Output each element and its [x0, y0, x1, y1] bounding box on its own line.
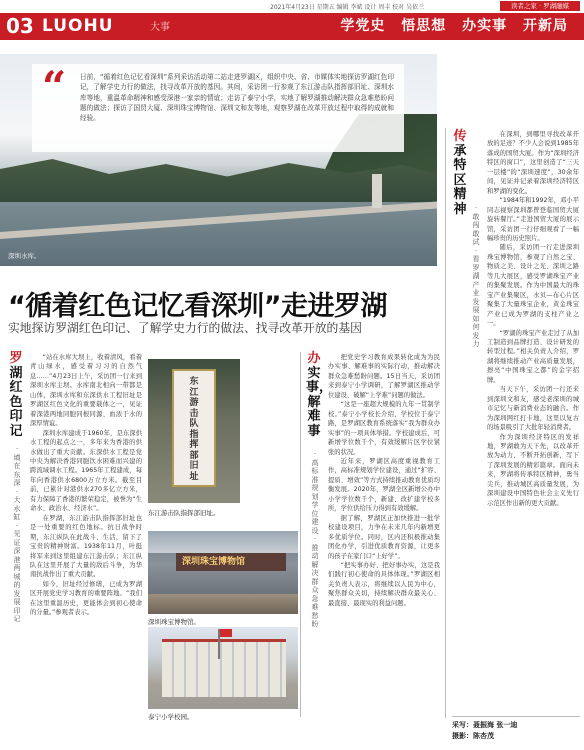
column-reform: 在深圳，到哪里寻找改革开放的足迹？不少人会说到1985年落成的国贸大厦。作为“深圳经济特区的窗口”，这里创造了“三天一层楼”的“深圳速度”，30余年间，见证并记录着深圳经济特区和罗湖的变化。 “1984年和1992年，邓小平同志视察深圳都曾登临国贸大厦旋转餐厅。”走进国贸大厦的展示馆，采访团一行仔细观看了一幅幅珍贵的历史照片。 随后，采访团一行走进深圳珠宝博物馆，参观了自然之宝、物质之美、设计之光、深圳之路等几大展区，感受罗湖珠宝产业的集聚发展。作为中国最大的珠宝产业集聚区，水贝—布心片区聚集了大量珠宝企业，黄金珠宝产业已成为罗湖的支柱产业之一。 “罗湖的珠宝产业走过了从加工制造到品牌打造、设计研发的转型过程。”相关负责人介绍，罗湖将继续推动产业高质量发展，擦亮“中国珠宝之都”的金字招牌。 当天下午，采访团一行还来到深圳文和友，感受老深圳的城市记忆与新消费业态的融合。作为深圳网红打卡地，这里以复古的场景吸引了大批年轻消费者。 作为深圳经济特区的发祥地，罗湖敢为天下先，以改革开放为动力，不断开拓创新，写下了深圳发展的精彩篇章。面向未来，罗湖将传承特区精神，勇当尖兵，推动城区高质量发展，为深圳建设中国特色社会主义先行示范区作出新的更大贡献。: [487, 131, 579, 507]
brand-name: LUOHU: [42, 16, 114, 36]
section-desc-reform: · 敢闯敢试 · 看罗湖产业发展如何发力: [472, 204, 480, 348]
quote-icon: “: [42, 62, 67, 111]
credit-writer: 采写：聂振海 张一迪: [452, 721, 518, 729]
section-desc-practice: · 高标准规划学位建设 · 推动解决群众急难愁盼: [311, 450, 319, 628]
masthead-bar: [0, 13, 584, 40]
museum-sign: 深圳珠宝博物馆: [176, 553, 286, 571]
page-number: 03: [6, 14, 34, 38]
intro-text: 日前，“循着红色记忆看深圳”系列采访活动第二站走进罗湖区，组织中央、省、市媒体实地探访罗湖红色印记，了解学史力行的做法，找寻改革开放的基因。其间，采访团一行参观了东江游击队指挥部旧址、深圳水库等地，重温革命精神和感受深港一家亲的情谊；走访了泰宁小学，实地了解罗湖推动解决群众急难愁盼问题的做法；探访了国贸大厦、深圳珠宝博物馆、深圳文和友等地，观察罗湖在改革开放过程中取得的成就和经验。: [80, 73, 394, 123]
section-title-red: 罗湖红色印记: [9, 351, 23, 439]
caption-jewelry-museum: 深圳珠宝博物馆。: [148, 618, 200, 626]
section-title-practice: 办实事，解难事: [306, 351, 333, 439]
headline: “循着红色记忆看深圳”走进罗湖: [8, 291, 387, 322]
masthead-badge: 读者之家 · 罗湖融媒: [500, 1, 580, 11]
sign-board-text: 东江游击队指挥部旧址: [189, 377, 199, 482]
slogan: 学党史 悟思想 办实事 开新局: [340, 18, 568, 34]
section-title-reform: 传承特区精神: [453, 129, 467, 217]
caption-school: 泰宁小学校园。: [148, 713, 194, 721]
column-red-memory: “站在水库大坝上，收着清风，看着青山绿水，感受着习习的自然气息……”4月23日上午，采访团一行来到深圳水库主坝。水库南北相向一带都是山体，深圳水库和东深供水工程旧址是罗湖区红色文化的重要载体之一，见证着深港两地同胞同根同源、血浓于水的深厚情谊。 深圳水库建成于1960年，是东深供水工程的起点之一，多年来为香港的供水做出了重大贡献。东深供水工程是党中央为解决香港同胞饮水困难而兴建的跨流域调水工程。1965年工程建成，每年向香港供水6800万立方米。截至目前，已累计对港供水270多亿立方米，有力保障了香港的繁荣稳定，被誉为“生命水、政治水、经济水”。 在罗湖，东江游击队指挥部旧址也是一处重要的红色地标。抗日战争时期，东江纵队在此战斗、生活，留下了宝贵的精神财富。1938年11月，叶挺将军来到这里组建东江游击队；东江纵队在这里开展了大量的敌后斗争，为华南抗战作出了重大贡献。 如今，旧址经过修缮，已成为罗湖区开展党史学习教育的重要阵地。“我们在这里重温历史，更能体会到初心使命的分量。”参观者表示。: [30, 354, 142, 617]
photo-jewelry-museum: [148, 531, 298, 614]
caption-hq-site: 东江游击队指挥部旧址。: [148, 509, 220, 517]
dateline: 2021年4月23日 星期五 编辑 李斌 设计 周丰 校对 吴依兰: [270, 4, 425, 11]
flag-icon: [218, 629, 220, 659]
intro-box: [32, 64, 404, 152]
hero-caption: 深圳水库。: [8, 252, 41, 260]
photo-school: [148, 627, 298, 709]
photo-hq-site: [148, 359, 240, 503]
subheadline: 实地探访罗湖红色印记、了解学史力行的做法、找寻改革开放的基因: [8, 321, 362, 335]
section-label: 大事: [150, 22, 170, 33]
credit-photo: 摄影：陈杏茂: [452, 732, 494, 740]
column-practice: 把党史学习教育成果转化成为为民办实事、解难事的实际行动，推动解决群众急难愁盼问题。15日当天，采访团来到泰宁小学调研，了解罗湖区推动学位建设、破解“上学难”问题的做法。 “这是一座超大规模的九年一贯制学校。”泰宁小学校长介绍，学校位于泰宁路，是罗湖区教育系统落实“我为群众办实事”的一项具体举措。学校建成后，可新增学位数千个，有效缓解片区学位紧张的状况。 近年来，罗湖区高度重视教育工作，高标准规划学位建设，通过“扩容、提质、增效”等方式持续推动教育优质均衡发展。2020年，罗湖全区新增公办中小学学位数千个，新建、改扩建学校多所，学位供给压力得到有效缓解。 据了解，罗湖区正加快推进一批学校建设项目，力争在未来几年内新增更多优质学位。同时，区内还积极推动集团化办学，引进优质教育资源，让更多的孩子在家门口“上好学”。 “把实事办好、把好事办实，这是我们践行初心使命的具体体现。”罗湖区相关负责人表示，将继续以人民为中心，聚焦群众关切，持续解决群众最关心、最直接、最现实的利益问题。: [328, 354, 440, 607]
section-desc-red: · 填在东深 · 大水缸 · 见证深港两城的发展印记: [13, 445, 21, 623]
